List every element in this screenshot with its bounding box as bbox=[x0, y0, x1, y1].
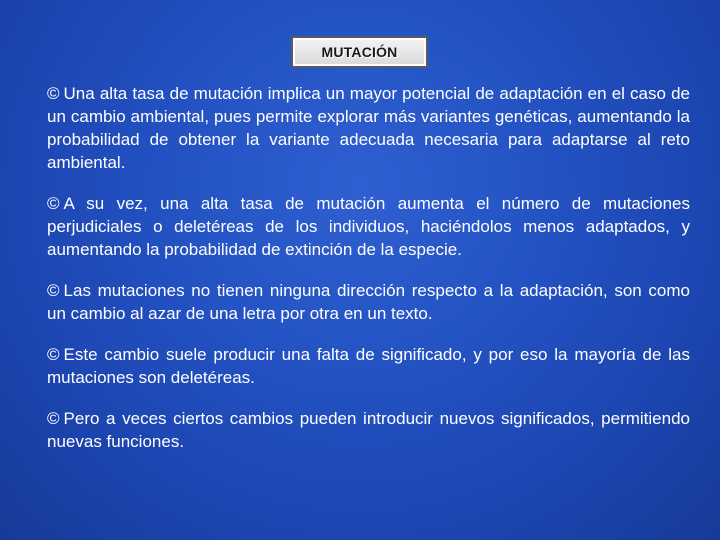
paragraph-5 bbox=[47, 407, 690, 453]
paragraph-text: Una alta tasa de mutación implica un mayor potencial de adaptación en el caso de un cambio ambiental, pues permite explorar más variantes genéticas, aumentando la probabilidad de obtener la variante adecuada necesaria para adaptarse al reto ambiental. bbox=[47, 84, 690, 172]
paragraph-text: A su vez, una alta tasa de mutación aumenta el número de mutaciones perjudiciales o deletéreas de los individuos, haciéndolos menos adaptados, y aumentando la probabilidad de extinción de la especie. bbox=[47, 194, 690, 259]
paragraph-4 bbox=[47, 343, 690, 389]
bullet-icon: © bbox=[47, 409, 60, 428]
paragraph-3 bbox=[47, 279, 690, 325]
paragraph-2 bbox=[47, 192, 690, 261]
bullet-icon: © bbox=[47, 84, 60, 103]
slide-title: MUTACIÓN bbox=[321, 44, 398, 60]
paragraph-text: Las mutaciones no tienen ninguna dirección respecto a la adaptación, son como un cambio al azar de una letra por otra en un texto. bbox=[47, 281, 690, 323]
paragraph-text: Pero a veces ciertos cambios pueden introducir nuevos significados, permitiendo nuevas funciones. bbox=[47, 409, 690, 451]
paragraph-1 bbox=[47, 82, 690, 174]
paragraph-text: Este cambio suele producir una falta de significado, y por eso la mayoría de las mutaciones son deletéreas. bbox=[47, 345, 690, 387]
bullet-icon: © bbox=[47, 345, 60, 364]
bullet-icon: © bbox=[47, 194, 60, 213]
content-body bbox=[47, 82, 690, 471]
title-box bbox=[291, 36, 428, 68]
bullet-icon: © bbox=[47, 281, 60, 300]
